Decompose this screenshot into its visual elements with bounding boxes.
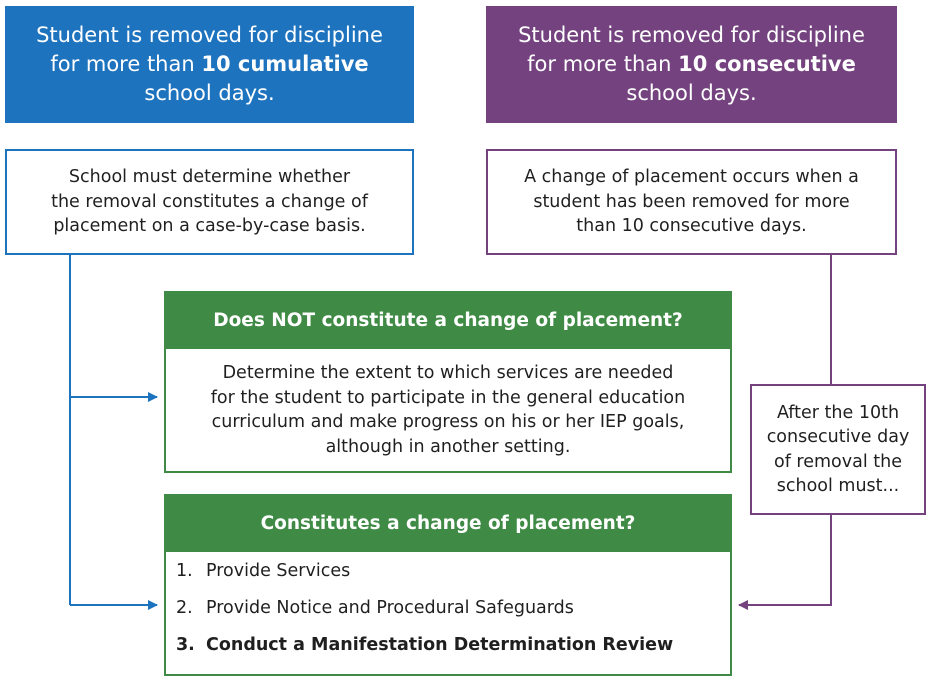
header-emphasis: 10 cumulative bbox=[201, 52, 369, 76]
box-line: student has been removed for more bbox=[533, 191, 850, 212]
box-line: than 10 consecutive days. bbox=[576, 216, 807, 237]
body-line: although in another setting. bbox=[325, 436, 571, 457]
header-line: school days. bbox=[144, 81, 275, 105]
not-change-title: Does NOT constitute a change of placement? bbox=[164, 291, 732, 349]
box-line: School must determine whether bbox=[68, 167, 351, 188]
list-item bbox=[176, 560, 350, 582]
list-item bbox=[176, 634, 673, 656]
consecutive-rule-box bbox=[486, 149, 897, 255]
change-steps-list bbox=[164, 552, 732, 676]
consecutive-removal-header bbox=[486, 6, 897, 123]
step-number: 1. bbox=[176, 561, 193, 581]
body-line: Determine the extent to which services are needed bbox=[222, 363, 674, 383]
header-line: Student is removed for discipline bbox=[518, 23, 865, 47]
cumulative-removal-header bbox=[5, 6, 414, 123]
header-text: for more than bbox=[527, 52, 679, 76]
header-line: Student is removed for discipline bbox=[36, 23, 383, 47]
after-tenth-day-box bbox=[750, 384, 926, 515]
step-number: 2. bbox=[176, 598, 193, 618]
box-line: school must... bbox=[776, 476, 900, 496]
body-line: curriculum and make progress on his or her IEP goals, bbox=[211, 412, 685, 432]
box-line: consecutive day bbox=[766, 427, 910, 447]
header-line bbox=[527, 50, 856, 79]
header-text: for more than bbox=[50, 52, 202, 76]
box-line: After the 10th bbox=[776, 402, 900, 423]
step-number: 3. bbox=[176, 635, 195, 655]
box-line: the removal constitutes a change of bbox=[51, 191, 368, 212]
step-text: Provide Notice and Procedural Safeguards bbox=[206, 598, 574, 618]
body-line: for the student to participate in the general education bbox=[210, 387, 686, 408]
box-line: of removal the bbox=[774, 451, 902, 472]
case-by-case-box bbox=[5, 149, 414, 255]
header-line bbox=[50, 50, 368, 79]
header-line: school days. bbox=[626, 81, 757, 105]
change-title: Constitutes a change of placement? bbox=[164, 494, 732, 552]
purple-line-lower bbox=[739, 515, 831, 605]
not-change-body bbox=[164, 349, 732, 473]
list-item bbox=[176, 597, 574, 619]
header-emphasis: 10 consecutive bbox=[678, 52, 856, 76]
box-line: placement on a case-by-case basis. bbox=[53, 216, 366, 237]
box-line: A change of placement occurs when a bbox=[524, 167, 859, 188]
step-text: Provide Services bbox=[206, 561, 351, 581]
step-text: Conduct a Manifestation Determination Review bbox=[206, 635, 674, 655]
